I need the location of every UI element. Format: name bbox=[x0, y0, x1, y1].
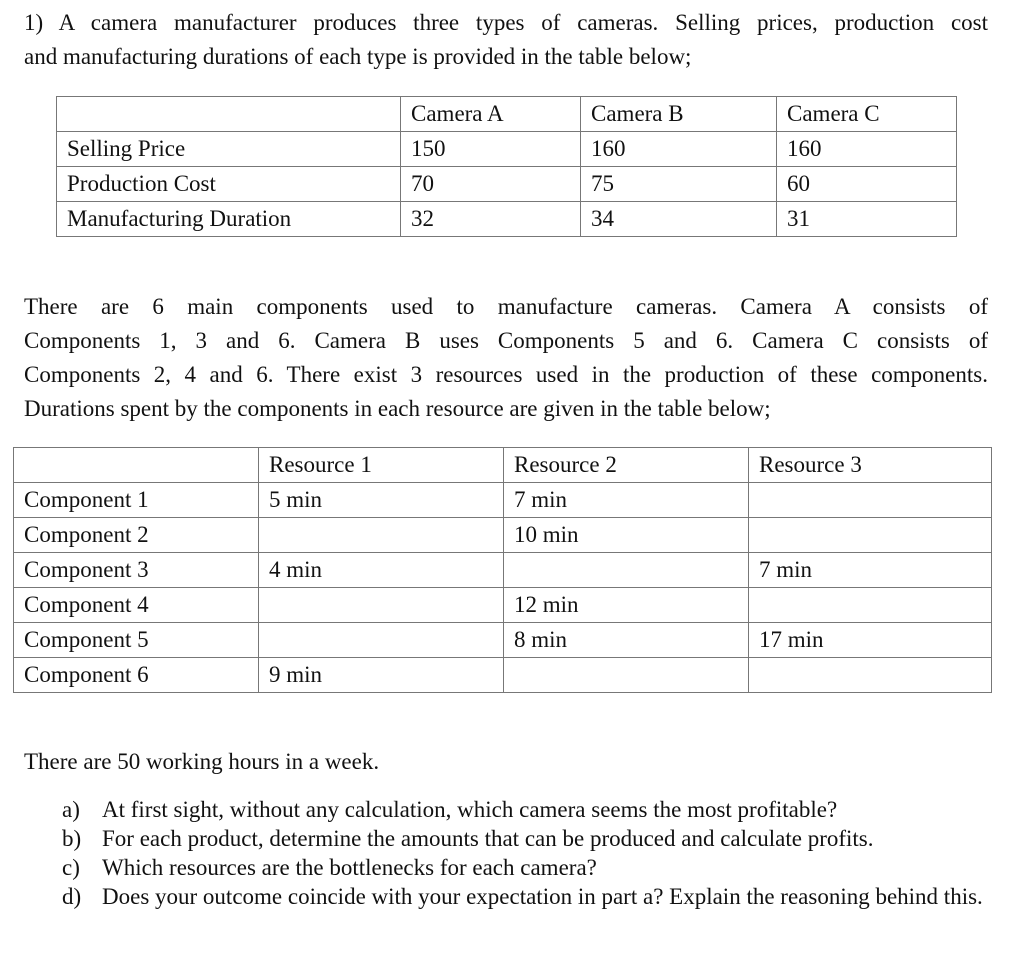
table-cell: 7 min bbox=[504, 483, 749, 518]
components-line-3: Components 2, 4 and 6. There exist 3 resources used in the production of these components. bbox=[24, 362, 988, 387]
table-header-row bbox=[57, 97, 957, 132]
camera-table bbox=[56, 96, 957, 237]
table-cell: 12 min bbox=[504, 588, 749, 623]
table-row bbox=[57, 202, 957, 237]
table-header-cell: Camera A bbox=[401, 97, 581, 132]
table-cell: 160 bbox=[777, 132, 957, 167]
table-cell: 150 bbox=[401, 132, 581, 167]
table-cell: 31 bbox=[777, 202, 957, 237]
table-cell bbox=[749, 588, 992, 623]
table-cell bbox=[259, 518, 504, 553]
question-text: Which resources are the bottlenecks for each camera? bbox=[102, 855, 597, 880]
table-cell: 60 bbox=[777, 167, 957, 202]
table-cell bbox=[259, 623, 504, 658]
question-text: At first sight, without any calculation, which camera seems the most profitable? bbox=[102, 797, 838, 822]
row-label: Component 4 bbox=[14, 588, 259, 623]
question-letter: a) bbox=[62, 797, 80, 822]
working-hours-note: There are 50 working hours in a week. bbox=[24, 749, 380, 774]
table-header-cell bbox=[14, 448, 259, 483]
table-row bbox=[57, 167, 957, 202]
row-label: Component 3 bbox=[14, 553, 259, 588]
table-row bbox=[14, 658, 992, 693]
table-header-cell bbox=[57, 97, 401, 132]
row-label: Production Cost bbox=[57, 167, 401, 202]
table-row bbox=[14, 588, 992, 623]
table-cell: 9 min bbox=[259, 658, 504, 693]
problem-intro bbox=[24, 6, 988, 74]
row-label: Component 6 bbox=[14, 658, 259, 693]
row-label: Manufacturing Duration bbox=[57, 202, 401, 237]
table-header-cell: Camera B bbox=[581, 97, 777, 132]
table-cell bbox=[749, 483, 992, 518]
components-description bbox=[24, 290, 988, 426]
table-cell: 70 bbox=[401, 167, 581, 202]
row-label: Component 1 bbox=[14, 483, 259, 518]
table-row bbox=[57, 132, 957, 167]
table-row bbox=[14, 553, 992, 588]
components-line-1: There are 6 main components used to manufacture cameras. Camera A consists of bbox=[24, 294, 988, 319]
question-letter: b) bbox=[62, 826, 82, 851]
table-header-row bbox=[14, 448, 992, 483]
question-letter: c) bbox=[62, 855, 80, 880]
table-cell: 7 min bbox=[749, 553, 992, 588]
table-cell: 160 bbox=[581, 132, 777, 167]
table-row bbox=[14, 623, 992, 658]
table-row bbox=[14, 518, 992, 553]
table-cell bbox=[504, 553, 749, 588]
question-letter: d) bbox=[62, 884, 82, 909]
table-cell bbox=[504, 658, 749, 693]
table-row bbox=[14, 483, 992, 518]
table-header-cell: Resource 3 bbox=[749, 448, 992, 483]
table-cell: 75 bbox=[581, 167, 777, 202]
table-cell: 34 bbox=[581, 202, 777, 237]
table-cell bbox=[259, 588, 504, 623]
intro-line-2: and manufacturing durations of each type is provided in the table below; bbox=[24, 44, 692, 69]
question-text: For each product, determine the amounts that can be produced and calculate profits. bbox=[102, 826, 874, 851]
question-list bbox=[62, 795, 988, 911]
row-label: Selling Price bbox=[57, 132, 401, 167]
table-header-cell: Camera C bbox=[777, 97, 957, 132]
table-cell: 17 min bbox=[749, 623, 992, 658]
table-header-cell: Resource 2 bbox=[504, 448, 749, 483]
table-cell: 4 min bbox=[259, 553, 504, 588]
table-cell: 32 bbox=[401, 202, 581, 237]
table-cell bbox=[749, 658, 992, 693]
table-header-cell: Resource 1 bbox=[259, 448, 504, 483]
table-cell: 5 min bbox=[259, 483, 504, 518]
question-item bbox=[62, 795, 988, 824]
question-text: Does your outcome coincide with your expectation in part a? Explain the reasoning behind this. bbox=[102, 884, 983, 909]
components-line-4: Durations spent by the components in each resource are given in the table below; bbox=[24, 396, 771, 421]
resource-table bbox=[13, 447, 992, 693]
intro-line-1: 1) A camera manufacturer produces three types of cameras. Selling prices, production cost bbox=[24, 10, 988, 35]
table-cell bbox=[749, 518, 992, 553]
table-cell: 8 min bbox=[504, 623, 749, 658]
question-item bbox=[62, 882, 988, 911]
row-label: Component 2 bbox=[14, 518, 259, 553]
row-label: Component 5 bbox=[14, 623, 259, 658]
question-item bbox=[62, 824, 988, 853]
table-cell: 10 min bbox=[504, 518, 749, 553]
components-line-2: Components 1, 3 and 6. Camera B uses Components 5 and 6. Camera C consists of bbox=[24, 328, 988, 353]
question-item bbox=[62, 853, 988, 882]
